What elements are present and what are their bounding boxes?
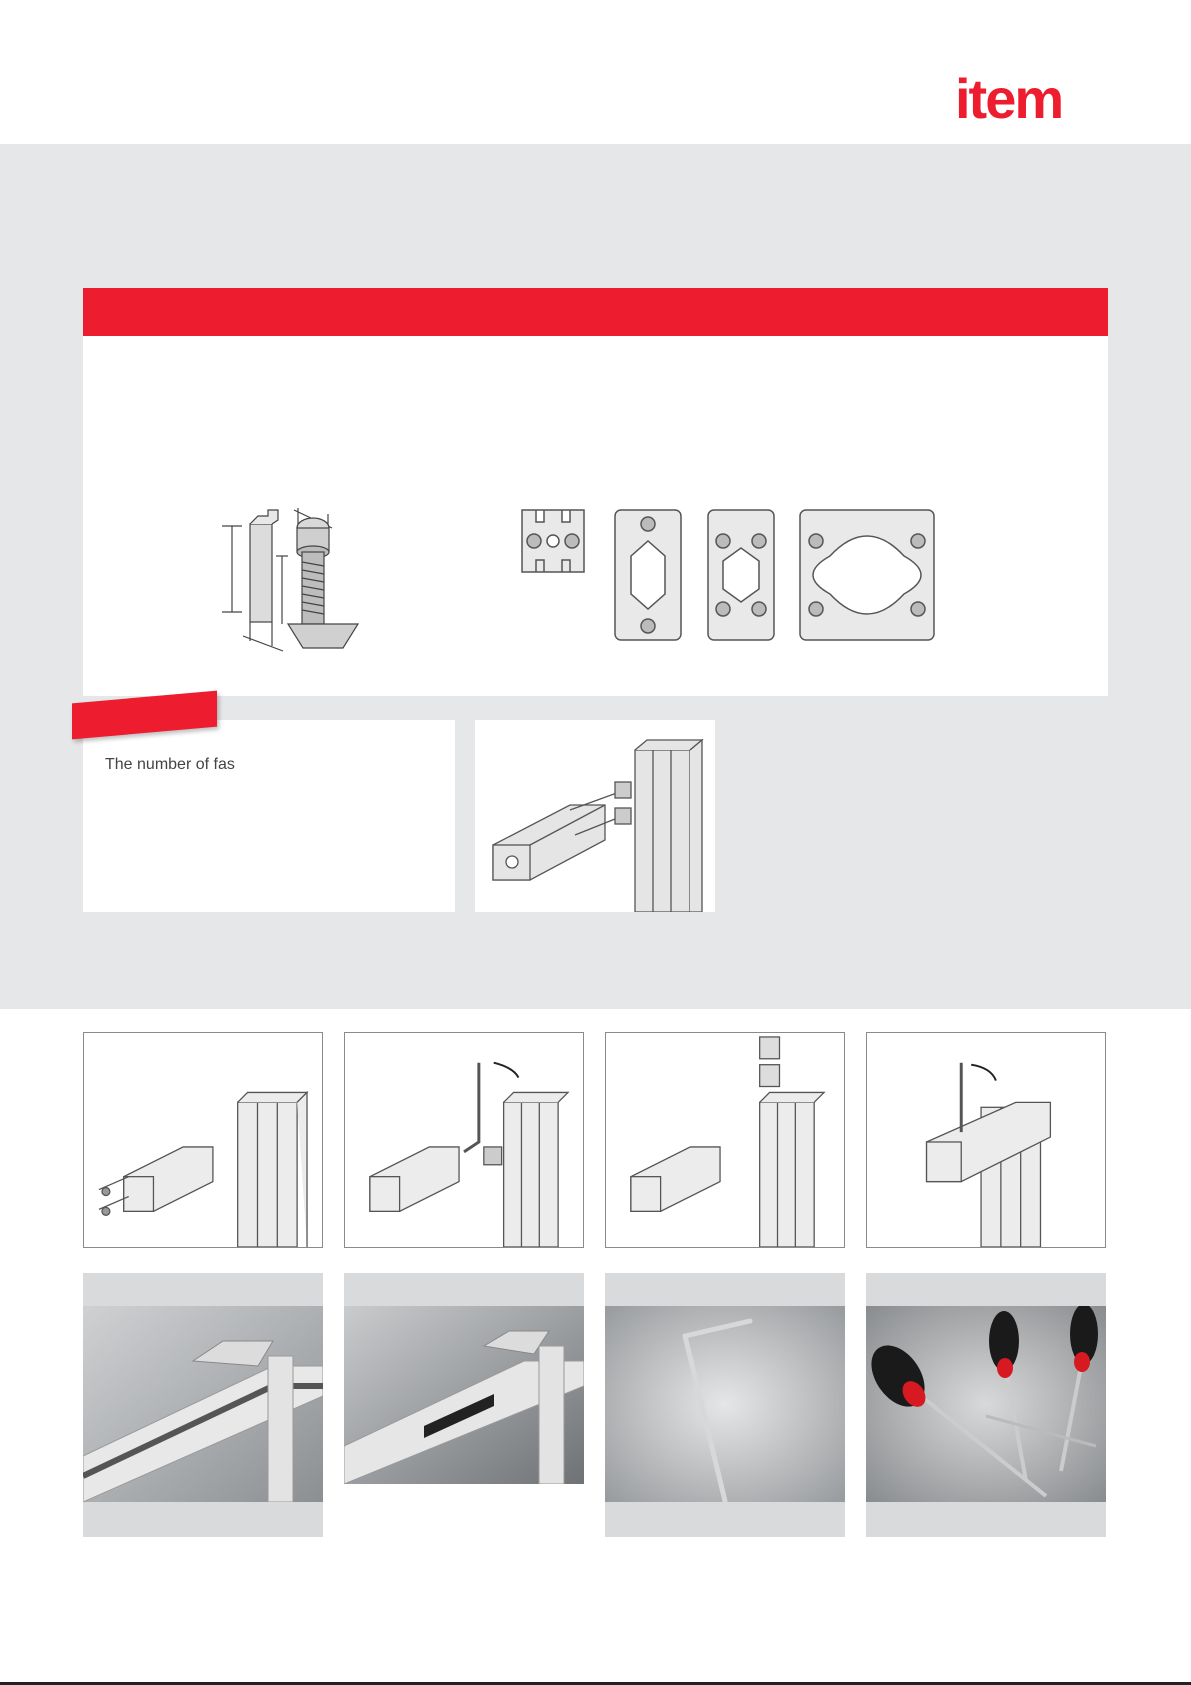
step-3-diagram — [605, 1032, 845, 1248]
fastener-diagram-icon — [218, 506, 388, 676]
step-4-diagram — [866, 1032, 1106, 1248]
step-1-diagram — [83, 1032, 323, 1248]
item-logo — [955, 70, 1110, 130]
photo-card-footer — [866, 1502, 1106, 1537]
note-box — [83, 720, 455, 912]
step-2-diagram — [344, 1032, 584, 1248]
corner-connection-illustration — [475, 720, 715, 912]
note-text: The number of fas — [105, 756, 235, 773]
profile-photo — [83, 1306, 323, 1502]
photo-card-header — [344, 1273, 584, 1306]
allen-key-photo — [605, 1306, 845, 1502]
assembly-step-icon — [867, 1033, 1105, 1247]
photo-card-header — [605, 1273, 845, 1306]
photo-card-3 — [605, 1273, 845, 1537]
photo-card-header — [866, 1273, 1106, 1306]
photo-card-footer — [83, 1502, 323, 1537]
assembly-step-icon — [84, 1033, 322, 1247]
assembly-step-icon — [606, 1033, 844, 1247]
photo-card-4 — [866, 1273, 1106, 1537]
profile-photo — [344, 1306, 584, 1484]
photo-card-footer — [344, 1484, 584, 1537]
corner-connection-icon — [475, 720, 715, 912]
assembly-step-icon — [345, 1033, 583, 1247]
photo-card-footer — [605, 1502, 845, 1537]
section-header-bar — [83, 288, 1108, 336]
product-panel — [83, 336, 1108, 696]
photo-card-2 — [344, 1273, 584, 1537]
profile-cross-sections-icon — [518, 506, 1028, 646]
screwdrivers-photo — [866, 1306, 1106, 1502]
logo-text: item — [955, 70, 1063, 130]
photo-card-header — [83, 1273, 323, 1306]
photo-card-1 — [83, 1273, 323, 1537]
